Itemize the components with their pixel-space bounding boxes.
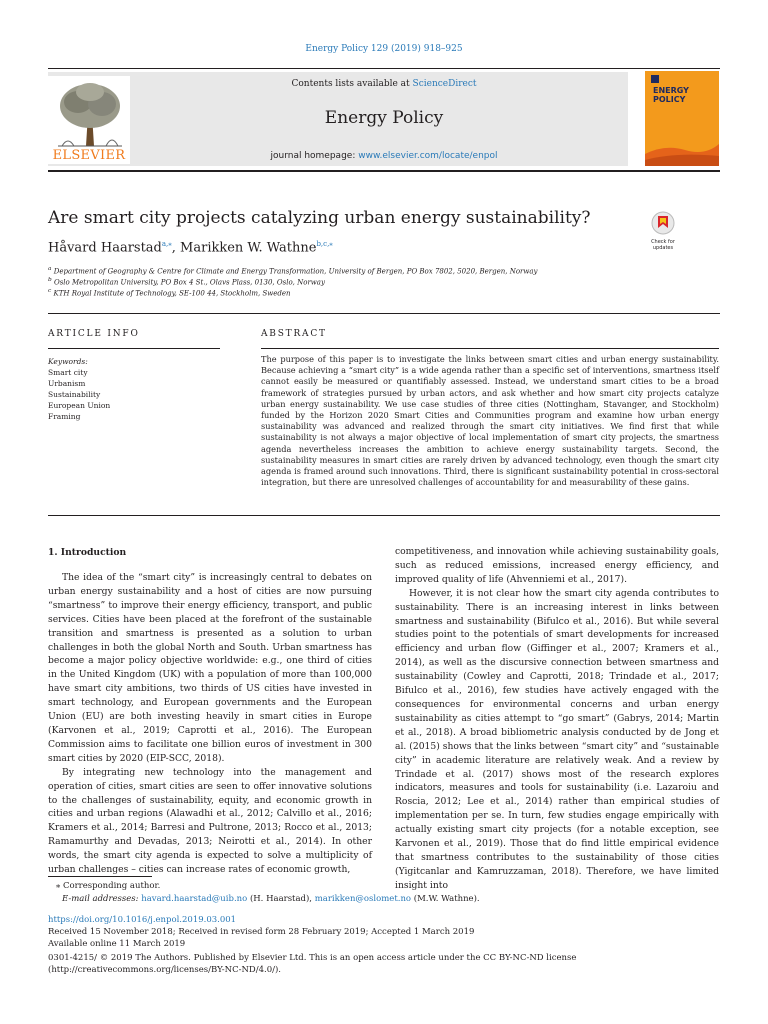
abstract-rule <box>261 348 719 349</box>
affiliation-text: KTH Royal Institute of Technology, SE-100 44, Stockholm, Sweden <box>53 289 291 298</box>
keyword: Urbanism <box>48 379 86 388</box>
body-paragraph: competitiveness, and innovation while achieving sustainability goals, such as reduced emissions, increased energy efficiency, and improved quality of life (Ahvenniemi et al., 2017). <box>395 546 719 585</box>
article-title: Are smart city projects catalyzing urban energy sustainability? <box>48 208 591 228</box>
affiliation <box>48 277 668 286</box>
license-url[interactable]: (http://creativecommons.org/licenses/BY-NC-ND/4.0/). <box>48 965 281 975</box>
email-owner: (H. Haarstad), <box>247 894 315 904</box>
cover-title-line1: ENERGY <box>653 86 689 95</box>
section-heading-introduction: 1. Introduction <box>48 547 127 558</box>
author-name: Marikken W. Wathne <box>180 240 317 256</box>
contents-prefix: Contents lists available at <box>291 79 413 89</box>
affiliation-rule <box>48 313 720 314</box>
cover-logo-mark <box>651 75 659 83</box>
affiliation-text: Oslo Metropolitan University, PO Box 4 St., Olavs Plass, 0130, Oslo, Norway <box>53 278 325 287</box>
author-separator: , <box>171 240 181 256</box>
journal-name: Energy Policy <box>324 108 444 128</box>
affiliation <box>48 288 668 297</box>
cover-art-icon <box>645 126 719 166</box>
affiliation-marker: c <box>48 288 52 294</box>
article-info-rule <box>48 348 220 349</box>
body-paragraph: However, it is not clear how the smart city agenda contributes to sustainability. There is an increasing interest in links between smartness and sustainability (Bifulco et al., 2016). But while several studies point to the potentials of smart developments for increased efficiency and urban flow (Giffinger et al., 2007; Kramers et al., 2014), as well as the discursive connection between smartness and sustainability (Cowley and Caprotti, 2018; Trindade et al., 2017; Bifulco et al., 2016), few studies have actively engaged with the consequences for environmental concerns and urban energy sustainability as cities attempt to “go smart” (Gabrys, 2014; Martin et al., 2018). A broad bibliometric analysis conducted by de Jong et al. (2015) shows that the links between “smart city” and “sustainable city” in academic literature are relatively weak. And a review by Trindade et al. (2017) shows most of the research explores indicators, measures and tools for sustainability (i.e. Lazaroiu and Roscia, 2012; Lee et al., 2014) rather than empirical studies of implementation per se. In turn, few studies engage empirically with actually existing smart city projects (for a notable exception, see Karvonen et al., 2019). Those that do find little empirical evidence that smartness contributes to the sustainability of those cities (Yigitcanlar and Kamruzzaman, 2018). Therefore, we have limited insight into <box>395 587 719 891</box>
email-addresses <box>62 894 480 904</box>
body-column-right <box>395 545 719 893</box>
keywords-label: Keywords: <box>48 357 88 366</box>
abstract-heading: ABSTRACT <box>261 329 327 339</box>
journal-homepage <box>140 151 628 161</box>
author-list <box>48 240 638 255</box>
available-online: Available online 11 March 2019 <box>48 939 186 949</box>
affiliation-text: Department of Geography & Centre for Climate and Energy Transformation, University of Bergen, PO Box 7802, 5020, Bergen, Norway <box>53 267 538 276</box>
corresponding-author-note: ⁎ Corresponding author. <box>56 881 161 891</box>
journal-cover[interactable] <box>645 71 719 166</box>
header-rule <box>48 170 720 172</box>
crossmark-icon <box>645 211 681 235</box>
abstract-bottom-rule <box>48 515 720 516</box>
author-name: Håvard Haarstad <box>48 240 162 256</box>
cover-title-line2: POLICY <box>653 95 686 104</box>
check-for-updates-badge[interactable] <box>645 211 681 251</box>
cover-title <box>653 86 689 104</box>
crossmark-label-1: Check for <box>651 239 675 245</box>
email-link[interactable]: havard.haarstad@uib.no <box>141 894 248 904</box>
email-label: E-mail addresses: <box>62 894 142 904</box>
body-paragraph: By integrating new technology into the management and operation of cities, smart cities are seen to offer innovative solutions to the challenges of sustainability, equity, and economic growth in cities and urban regions (Alawadhi et al., 2012; Calvillo et al., 2016; Kramers et al., 2014; Barresi and Pultrone, 2013; Rocco et al., 2013; Ramamurthy and Devadas, 2013; Neirotti et al., 2014). In other words, the smart city agenda is expected to solve a multiplicity of urban challenges – cities can increase rates of economic growth, <box>48 766 372 876</box>
received-dates: Received 15 November 2018; Received in revised form 28 February 2019; Accepted 1 March 2019 <box>48 927 475 937</box>
body-column-left <box>48 571 372 877</box>
affiliation-marker: a <box>48 266 52 272</box>
abstract-text: The purpose of this paper is to investigate the links between smart cities and urban energy sustainability. Because achieving a “smart city” is a wide agenda rather than a specific set of interventions, smartness itself cannot easily be measured or quantifiably assessed. Instead, we understand smart cities to be a broad framework of strategies pursued by urban actors, and ask whether and how smart city projects catalyze urban energy sustainability. We use case studies of three cities (Nottingham, Stavanger, and Stockholm) funded by the Horizon 2020 Smart Cities and Communities program and examine how urban energy sustainability was advanced and realized through the smart city initiatives. We find first that while sustainability is not always a major objective of local implementation of smart city projects, the smartness agenda nevertheless increases the ambition to achieve energy sustainability targets. Second, the sustainability measures in smart cities are rarely driven by advanced technology, even though the smart city agenda is framed around such innovations. Third, there is significant sustainability potential in cross-sectoral integration, but there are unresolved challenges of accountability for and measurability of these gains. <box>261 354 719 488</box>
keyword: European Union <box>48 401 111 410</box>
affiliation-marker: b <box>48 277 52 283</box>
footnote-rule <box>48 876 152 877</box>
author-affiliation-marker[interactable]: a,⁎ <box>161 240 172 248</box>
journal-citation[interactable]: Energy Policy 129 (2019) 918–925 <box>305 44 463 54</box>
email-owner: (M.W. Wathne). <box>411 894 480 904</box>
crossmark-label-2: updates <box>652 245 674 251</box>
homepage-prefix: journal homepage: <box>270 151 359 161</box>
doi-link[interactable]: https://doi.org/10.1016/j.enpol.2019.03.001 <box>48 915 237 925</box>
body-paragraph: The idea of the “smart city” is increasingly central to debates on urban energy sustainability and a host of cities are now pursuing “smartness” to improve their energy efficiency, transport, and public services. Cities have been placed at the forefront of the sustainable transition and smartness is presented as a solution to urban challenges in both the global North and South. Urban smartness has become a major policy objective worldwide: e.g., one third of cities in the United Kingdom (UK) with a population of more than 100,000 have smart city ambitions, two thirds of US cities have invested in smart technology, and European governments and the European Union (EU) are both investing heavily in smart cities in Europe (Karvonen et al., 2019; Caprotti et al., 2016). The European Commission aims to facilitate one billion euros of investment in 300 smart cities by 2020 (EIP-SCC, 2018). <box>48 572 372 764</box>
elsevier-logo <box>48 76 130 164</box>
license-line: 0301-4215/ © 2019 The Authors. Published by Elsevier Ltd. This is an open access article under the CC BY-NC-ND license <box>48 953 577 963</box>
homepage-link[interactable]: www.elsevier.com/locate/enpol <box>358 151 498 161</box>
elsevier-wordmark: ELSEVIER <box>52 148 126 163</box>
email-link[interactable]: marikken@oslomet.no <box>314 894 412 904</box>
contents-line <box>140 79 628 89</box>
sciencedirect-link[interactable]: ScienceDirect <box>412 79 477 89</box>
article-info-heading: ARTICLE INFO <box>48 329 140 339</box>
affiliation <box>48 266 668 275</box>
keyword: Framing <box>48 412 81 421</box>
keyword: Smart city <box>48 368 88 377</box>
author-affiliation-marker[interactable]: b,c,⁎ <box>316 240 333 248</box>
top-rule <box>48 68 720 69</box>
keyword: Sustainability <box>48 390 101 399</box>
